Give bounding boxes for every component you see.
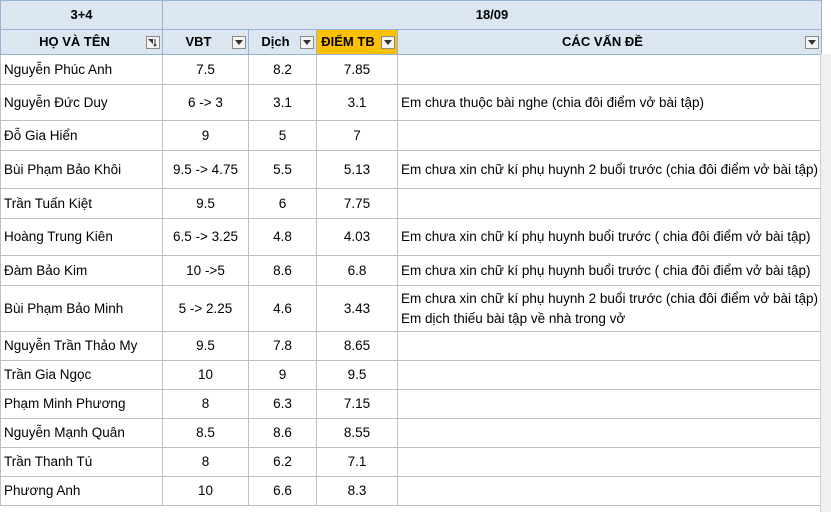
- average-score-cell[interactable]: 7.85: [317, 55, 398, 85]
- date-cell[interactable]: 18/09: [163, 1, 822, 30]
- column-header-vbt-label: VBT: [185, 34, 212, 49]
- vbt-score-cell[interactable]: 8: [163, 448, 249, 477]
- column-header-diem-tb[interactable]: [317, 30, 398, 55]
- dich-score-cell[interactable]: 6.2: [249, 448, 317, 477]
- dich-score-cell[interactable]: 8.2: [249, 55, 317, 85]
- average-score-cell[interactable]: 7.1: [317, 448, 398, 477]
- average-score-cell[interactable]: 6.8: [317, 256, 398, 286]
- issues-cell[interactable]: [398, 85, 822, 121]
- dich-score-cell[interactable]: 9: [249, 361, 317, 390]
- table-row: [1, 332, 822, 361]
- issues-cell[interactable]: [398, 189, 822, 219]
- filter-dropdown-icon[interactable]: [381, 36, 395, 49]
- dich-score-cell[interactable]: 6.3: [249, 390, 317, 419]
- issue-line: Em chưa xin chữ kí phụ huynh 2 buổi trước (chia đôi điểm vở bài tập): [401, 161, 819, 177]
- average-score-cell[interactable]: 8.3: [317, 477, 398, 506]
- issues-cell[interactable]: [398, 121, 822, 151]
- vbt-score-cell[interactable]: 8.5: [163, 419, 249, 448]
- student-name-cell[interactable]: Đàm Bảo Kim: [1, 256, 163, 286]
- issues-cell[interactable]: [398, 55, 822, 85]
- filter-dropdown-icon[interactable]: [232, 36, 246, 49]
- vbt-score-cell[interactable]: 6.5 -> 3.25: [163, 219, 249, 256]
- student-name-cell[interactable]: Nguyễn Trần Thảo My: [1, 332, 163, 361]
- issues-cell[interactable]: [398, 448, 822, 477]
- issues-cell[interactable]: [398, 256, 822, 286]
- average-score-cell[interactable]: 9.5: [317, 361, 398, 390]
- column-header-name[interactable]: [1, 30, 163, 55]
- column-header-issues-label: CÁC VẤN ĐỀ: [562, 34, 643, 49]
- dich-score-cell[interactable]: 6.6: [249, 477, 317, 506]
- average-score-cell[interactable]: 8.65: [317, 332, 398, 361]
- table-row: [1, 419, 822, 448]
- table-row: [1, 151, 822, 189]
- student-name-cell[interactable]: Trần Gia Ngọc: [1, 361, 163, 390]
- vbt-score-cell[interactable]: 9.5 -> 4.75: [163, 151, 249, 189]
- vbt-score-cell[interactable]: 5 -> 2.25: [163, 286, 249, 332]
- column-header-issues[interactable]: [398, 30, 822, 55]
- average-score-cell[interactable]: 7: [317, 121, 398, 151]
- dich-score-cell[interactable]: 4.6: [249, 286, 317, 332]
- dich-score-cell[interactable]: 3.1: [249, 85, 317, 121]
- issues-cell[interactable]: [398, 390, 822, 419]
- issues-cell[interactable]: [398, 151, 822, 189]
- sort-filter-icon[interactable]: [146, 36, 160, 49]
- vbt-score-cell[interactable]: 7.5: [163, 55, 249, 85]
- vbt-score-cell[interactable]: 8: [163, 390, 249, 419]
- table-row: [1, 189, 822, 219]
- column-header-row: [1, 30, 822, 55]
- table-row: [1, 219, 822, 256]
- student-name-cell[interactable]: Trần Tuấn Kiệt: [1, 189, 163, 219]
- student-name-cell[interactable]: Đỗ Gia Hiển: [1, 121, 163, 151]
- vbt-score-cell[interactable]: 9.5: [163, 189, 249, 219]
- student-name-cell[interactable]: Bùi Phạm Bảo Minh: [1, 286, 163, 332]
- column-header-name-label: HỌ VÀ TÊN: [39, 34, 110, 49]
- average-score-cell[interactable]: 3.43: [317, 286, 398, 332]
- table-row: [1, 85, 822, 121]
- table-row: [1, 256, 822, 286]
- issue-line: Em chưa xin chữ kí phụ huynh 2 buổi trước (chia đôi điểm vở bài tập): [401, 290, 819, 306]
- student-name-cell[interactable]: Hoàng Trung Kiên: [1, 219, 163, 256]
- issues-cell[interactable]: [398, 286, 822, 332]
- table-row: [1, 121, 822, 151]
- group-cell[interactable]: 3+4: [1, 1, 163, 30]
- student-name-cell[interactable]: Phạm Minh Phương: [1, 390, 163, 419]
- vbt-score-cell[interactable]: 10 ->5: [163, 256, 249, 286]
- column-header-dich-label: Dịch: [261, 34, 290, 49]
- dich-score-cell[interactable]: 7.8: [249, 332, 317, 361]
- issue-line: Em chưa xin chữ kí phụ huynh buổi trước ( chia đôi điểm vở bài tập): [401, 229, 811, 244]
- student-name-cell[interactable]: Nguyễn Đức Duy: [1, 85, 163, 121]
- issue-line: Em dịch thiếu bài tập về nhà trong vở: [401, 310, 626, 326]
- issues-cell[interactable]: [398, 361, 822, 390]
- issue-line: Em chưa thuộc bài nghe (chia đôi điểm vở bài tập): [401, 94, 705, 110]
- student-name-cell[interactable]: Bùi Phạm Bảo Khôi: [1, 151, 163, 189]
- table-row: [1, 361, 822, 390]
- dich-score-cell[interactable]: 5.5: [249, 151, 317, 189]
- student-name-cell[interactable]: Phương Anh: [1, 477, 163, 506]
- issues-cell[interactable]: [398, 419, 822, 448]
- vbt-score-cell[interactable]: 10: [163, 477, 249, 506]
- dich-score-cell[interactable]: 6: [249, 189, 317, 219]
- vbt-score-cell[interactable]: 9: [163, 121, 249, 151]
- table-row: [1, 390, 822, 419]
- average-score-cell[interactable]: 5.13: [317, 151, 398, 189]
- issues-cell[interactable]: [398, 219, 822, 256]
- dich-score-cell[interactable]: 8.6: [249, 256, 317, 286]
- student-name-cell[interactable]: Trần Thanh Tú: [1, 448, 163, 477]
- vbt-score-cell[interactable]: 10: [163, 361, 249, 390]
- dich-score-cell[interactable]: 8.6: [249, 419, 317, 448]
- issues-cell[interactable]: [398, 477, 822, 506]
- table-row: [1, 477, 822, 506]
- column-header-dich[interactable]: [249, 30, 317, 55]
- average-score-cell[interactable]: 7.75: [317, 189, 398, 219]
- dich-score-cell[interactable]: 5: [249, 121, 317, 151]
- vbt-score-cell[interactable]: 9.5: [163, 332, 249, 361]
- column-header-diem-tb-label: ĐIỂM TB: [321, 34, 375, 50]
- table-row: [1, 55, 822, 85]
- issues-cell[interactable]: [398, 332, 822, 361]
- table-row: [1, 448, 822, 477]
- dich-score-cell[interactable]: 4.8: [249, 219, 317, 256]
- student-name-cell[interactable]: Nguyễn Mạnh Quân: [1, 419, 163, 448]
- average-score-cell[interactable]: 4.03: [317, 219, 398, 256]
- filter-dropdown-icon[interactable]: [300, 36, 314, 49]
- filter-dropdown-icon[interactable]: [805, 36, 819, 49]
- column-header-vbt[interactable]: [163, 30, 249, 55]
- student-name-cell[interactable]: Nguyễn Phúc Anh: [1, 55, 163, 85]
- average-score-cell[interactable]: 3.1: [317, 85, 398, 121]
- vbt-score-cell[interactable]: 6 -> 3: [163, 85, 249, 121]
- table-row: [1, 286, 822, 332]
- average-score-cell[interactable]: 7.15: [317, 390, 398, 419]
- average-score-cell[interactable]: 8.55: [317, 419, 398, 448]
- vertical-scrollbar[interactable]: [820, 54, 831, 512]
- group-header-row: [1, 1, 822, 30]
- issue-line: Em chưa xin chữ kí phụ huynh buổi trước ( chia đôi điểm vở bài tập): [401, 262, 811, 278]
